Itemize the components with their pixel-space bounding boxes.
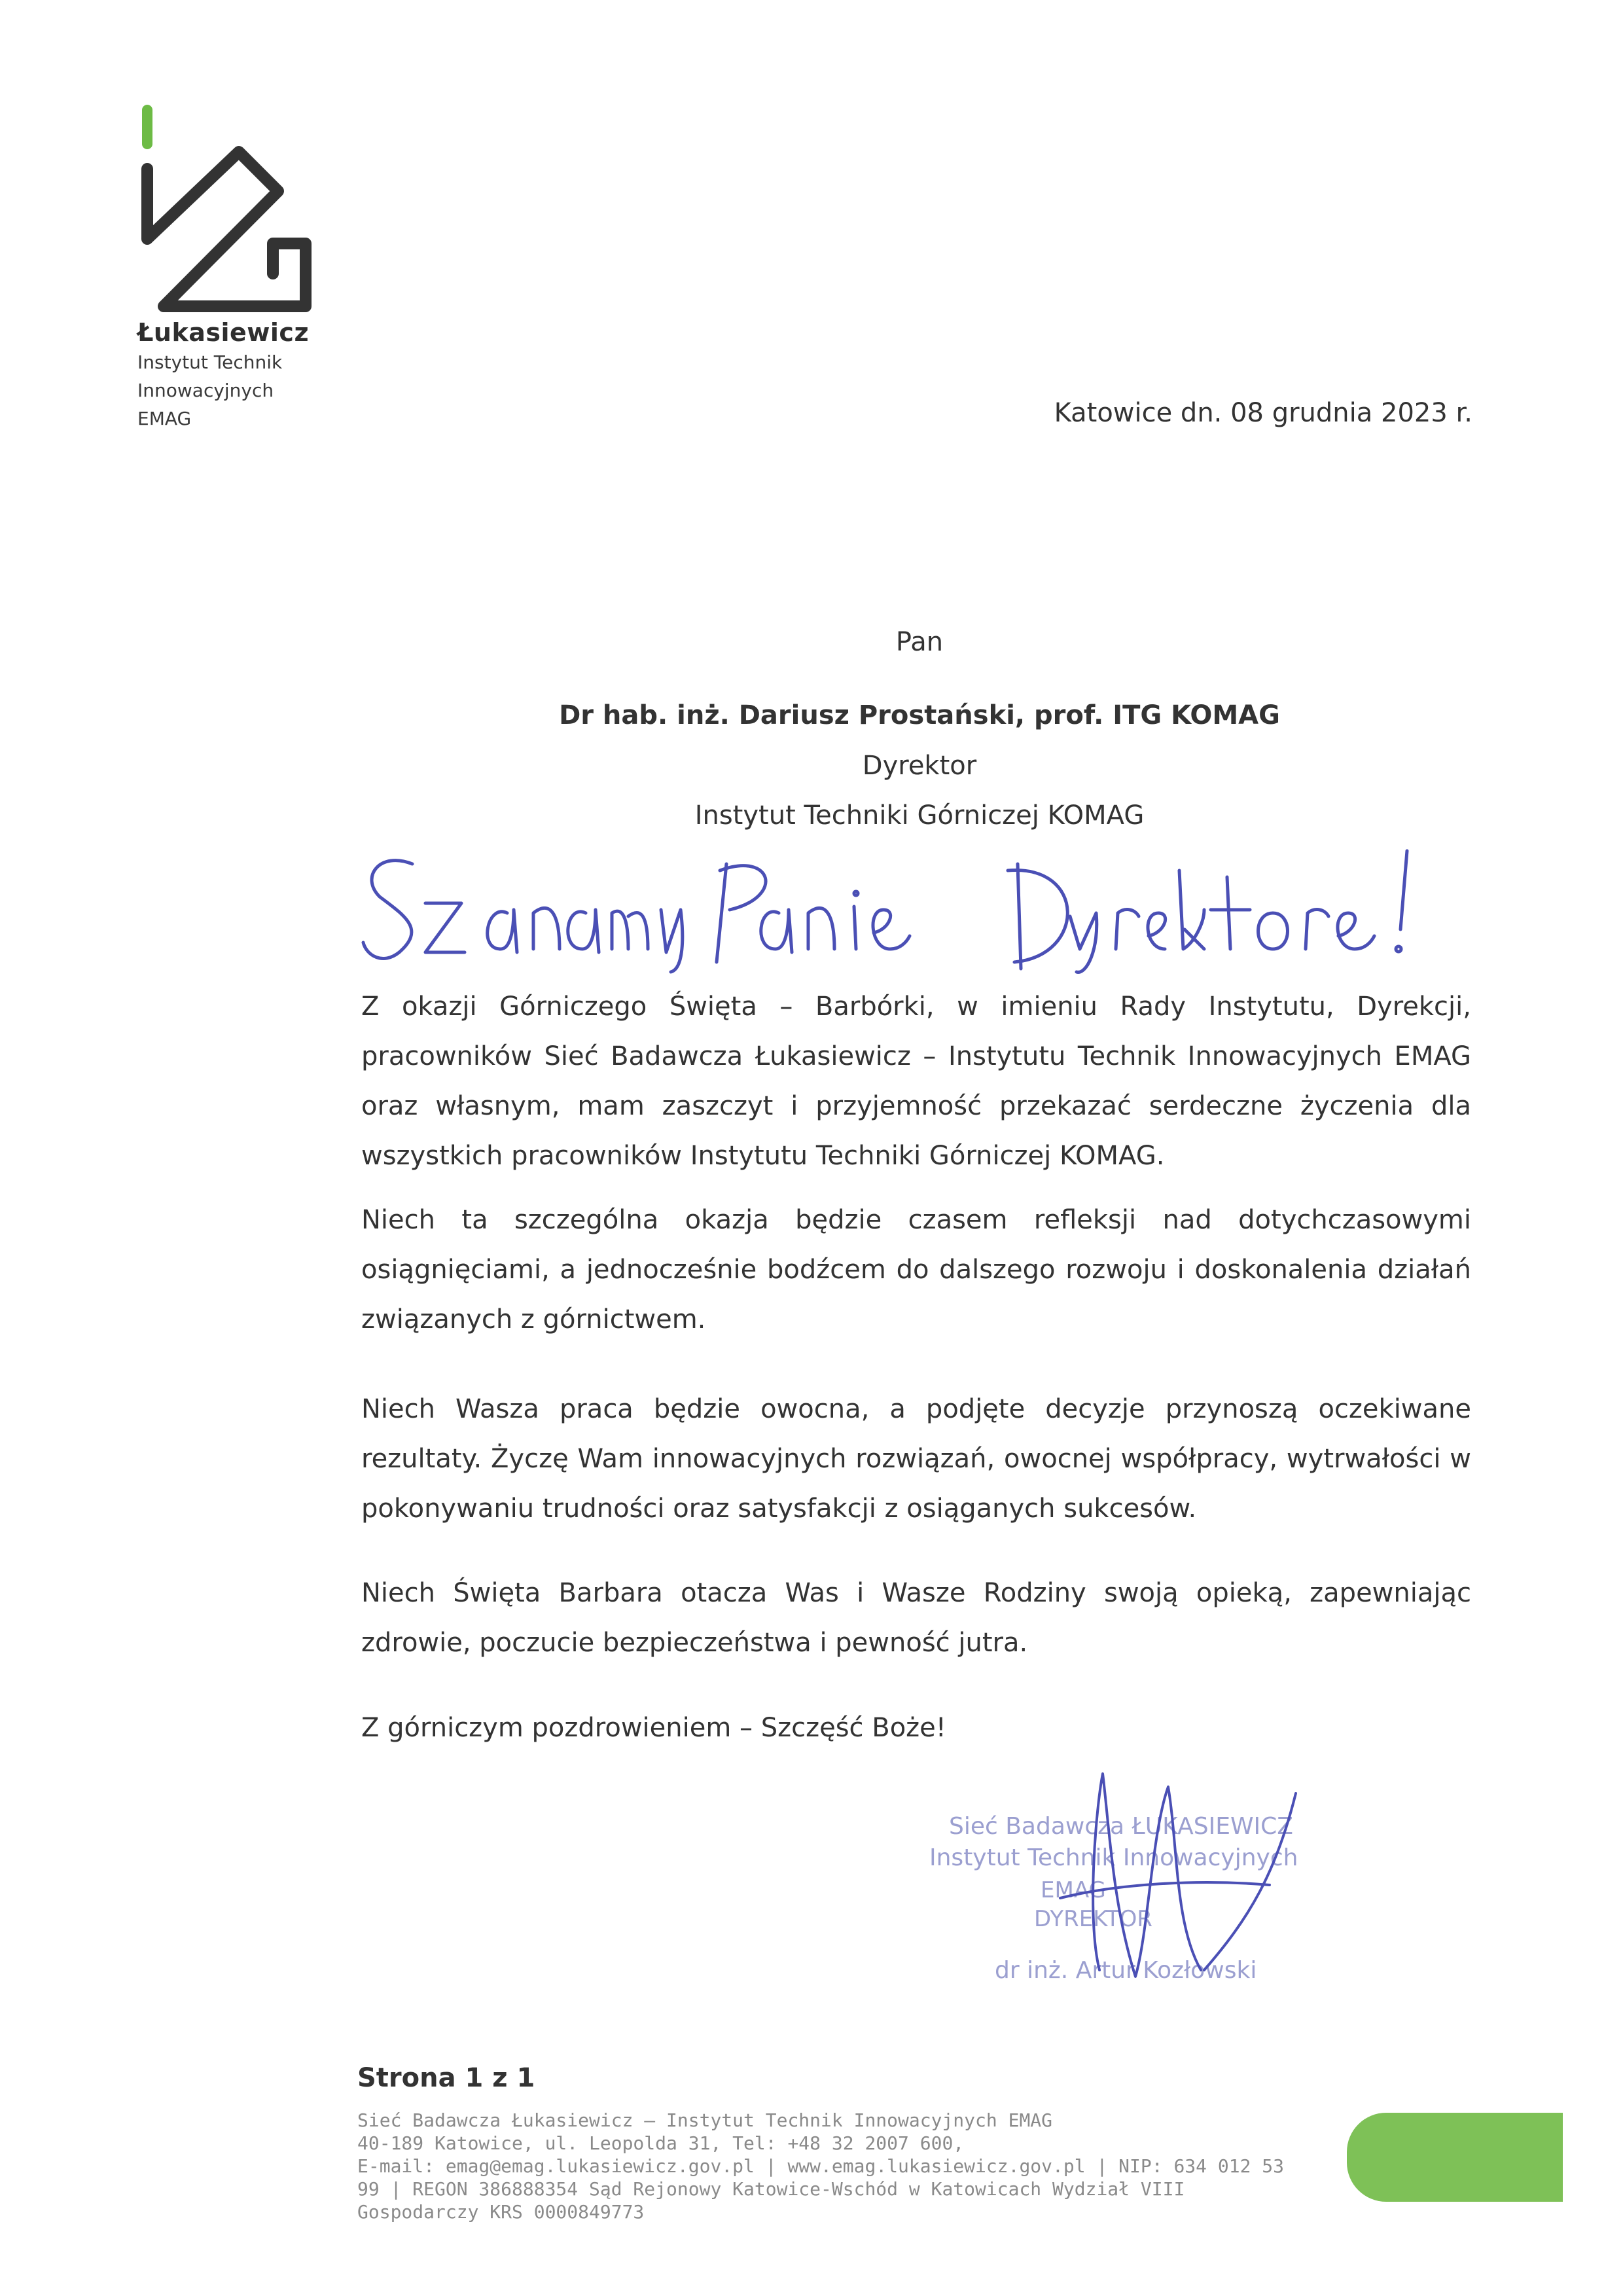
- footer-contact: [357, 2109, 1313, 2223]
- addressee-title: Pan: [895, 627, 944, 657]
- addressee-role: Dyrektor: [862, 751, 977, 781]
- body-paragraph: Niech Wasza praca będzie owocna, a podjęte decyzje przynoszą oczekiwane rezultaty. Życzę Wam innowacyjnych rozwiązań, owocnej współpracy, wytrwałości w pokonywaniu trudności oraz satysfakcji z osiąganych sukcesów.: [361, 1394, 1471, 1524]
- logo-text: [137, 317, 309, 433]
- body-paragraph: Z okazji Górniczego Święta – Barbórki, w imieniu Rady Instytutu, Dyrekcji, pracowników Sieć Badawcza Łukasiewicz – Instytutu Technik Innowacyjnych EMAG oraz własnym, mam zaszczyt i przyjemność przekazać serdeczne życzenia dla wszystkich pracowników Instytutu Techniki Górniczej KOMAG.: [361, 992, 1471, 1171]
- stamp-line: DYREKTOR: [1034, 1906, 1153, 1932]
- body-paragraph: Niech ta szczególna okazja będzie czasem refleksji nad dotychczasowymi osiągnięciami, a jednocześnie bodźcem do dalszego rozwoju i doskonalenia działań związanych z górnictwem.: [361, 1205, 1471, 1335]
- footer-line: Gospodarczy KRS 0000849773: [357, 2201, 645, 2223]
- page-number: Strona 1 z 1: [357, 2063, 535, 2093]
- addressee-institution: Instytut Techniki Górniczej KOMAG: [694, 800, 1145, 831]
- handwritten-salutation: [353, 844, 1466, 975]
- footer-line: 40-189 Katowice, ul. Leopolda 31, Tel: +48 32 2007 600,: [357, 2132, 965, 2154]
- logo-line: EMAG: [137, 408, 192, 429]
- logo-green-bar: [142, 105, 152, 149]
- footer-line: E-mail: emag@emag.lukasiewicz.gov.pl | www.emag.lukasiewicz.gov.pl | NIP: 634 012 53: [357, 2155, 1285, 2177]
- logo-shape: [147, 152, 306, 306]
- logo-brand: Łukasiewicz: [137, 318, 310, 347]
- logo-line: Instytut Technik: [137, 351, 283, 373]
- stamp-line: Instytut Technik Innowacyjnych: [929, 1844, 1298, 1871]
- body-paragraph: Niech Święta Barbara otacza Was i Wasze Rodziny swoją opieką, zapewniając zdrowie, poczucie bezpieczeństwa i pewność jutra.: [361, 1578, 1471, 1658]
- stamp-line: Sieć Badawcza ŁUKASIEWICZ: [949, 1813, 1293, 1840]
- stamp-line: EMAG: [1041, 1877, 1106, 1903]
- logo-line: Innowacyjnych: [137, 380, 274, 401]
- footer-green-accent: [1347, 2113, 1563, 2202]
- handwritten-signature: [1021, 1754, 1335, 2003]
- letter-date: Katowice dn. 08 grudnia 2023 r.: [1054, 398, 1472, 428]
- lukasiewicz-logo-mark: [134, 98, 317, 314]
- footer-line: Sieć Badawcza Łukasiewicz – Instytut Technik Innowacyjnych EMAG: [357, 2109, 1053, 2131]
- closing-line: Z górniczym pozdrowieniem – Szczęść Boże!: [361, 1713, 946, 1743]
- footer-line: 99 | REGON 386888354 Sąd Rejonowy Katowice-Wschód w Katowicach Wydział VIII: [357, 2178, 1185, 2200]
- addressee-name: Dr hab. inż. Dariusz Prostański, prof. ITG KOMAG: [559, 700, 1280, 730]
- stamp-line: dr inż. Artur Kozłowski: [995, 1957, 1257, 1984]
